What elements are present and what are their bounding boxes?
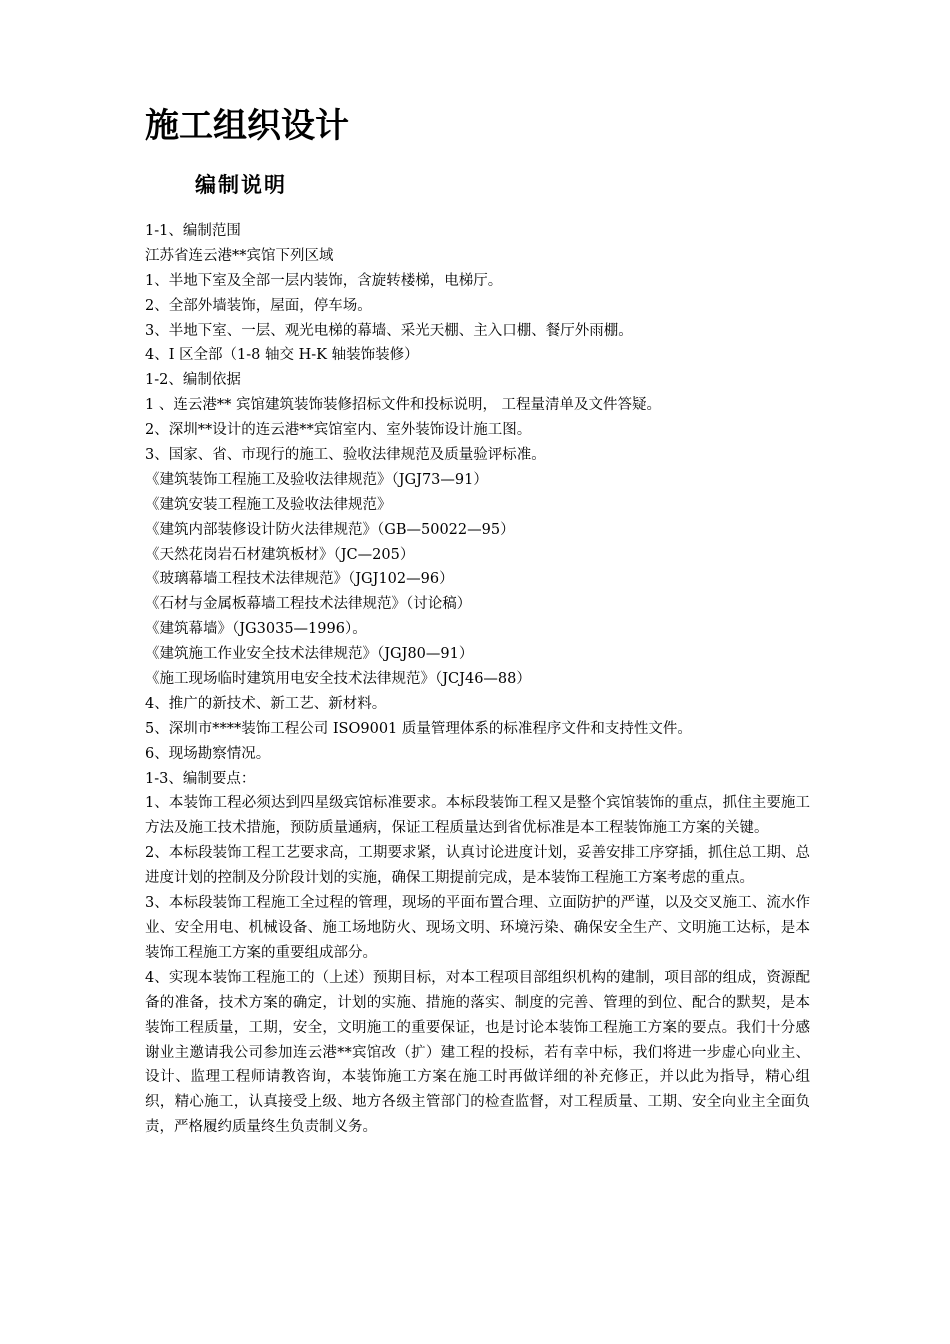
standard-item: 《建筑内部装修设计防火法律规范》（GB—50022—95） [145,521,515,538]
standard-item: 《天然花岗岩石材建筑板材》（JC—205） [145,546,415,563]
standard-item: 《建筑幕墙》（JG3035—1996）。 [145,621,367,638]
text-line: 江苏省连云港**宾馆下列区域 [145,247,334,264]
section-heading: 编制说明 [195,173,287,197]
standard-item: 《施工现场临时建筑用电安全技术法律规范》（JCJ46—88） [145,671,531,688]
subheading-scope: 1-1、编制范围 [145,223,241,239]
list-item: 4、推广的新技术、新工艺、新材料。 [145,695,387,712]
standard-item: 《建筑施工作业安全技术法律规范》（JGJ80—91） [145,646,474,663]
list-item: 2、深圳**设计的连云港**宾馆室内、室外装饰设计施工图。 [145,422,532,439]
standard-item: 《玻璃幕墙工程技术法律规范》（JGJ102—96） [145,571,454,588]
list-item: 1 、连云港** 宾馆建筑装饰装修招标文件和投标说明， 工程量清单及文件答疑。 [145,397,662,414]
list-item: 3、国家、省、市现行的施工、验收法律规范及质量验评标准。 [145,447,546,464]
document-title: 施工组织设计 [145,106,349,146]
standard-item: 《建筑装饰工程施工及验收法律规范》（JGJ73—91） [145,471,488,488]
list-item: 3、半地下室、一层、观光电梯的幕墙、采光天棚、主入口棚、餐厅外雨棚。 [145,322,633,339]
document-body [145,219,810,1140]
key-point-paragraph: 3、本标段装饰工程施工全过程的管理，现场的平面布置合理、立面防护的严谨，以及交叉施工、流水作业、安全用电、机械设备、施工场地防火、现场文明、环境污染、确保安全生产、文明施工达标，是本装饰工程施工方案的重要组成部分。 [145,895,810,961]
standard-item: 《石材与金属板幕墙工程技术法律规范》（讨论稿） [145,596,472,613]
key-point-paragraph: 2、本标段装饰工程工艺要求高，工期要求紧，认真讨论进度计划，妥善安排工序穿插，抓住总工期、总进度计划的控制及分阶段计划的实施，确保工期提前完成，是本装饰工程施工方案考虑的重点。 [145,845,810,887]
key-point-paragraph: 1、本装饰工程必须达到四星级宾馆标准要求。本标段装饰工程又是整个宾馆装饰的重点，抓住主要施工方法及施工技术措施，预防质量通病，保证工程质量达到省优标准是本工程装饰施工方案的关键。 [145,795,810,837]
subheading-basis: 1-2、编制依据 [145,372,241,389]
list-item: 4、I 区全部（1-8 轴交 H-K 轴装饰装修） [145,347,419,364]
standard-item: 《建筑安装工程施工及验收法律规范》 [145,496,392,513]
list-item: 1、半地下室及全部一层内装饰，含旋转楼梯，电梯厅。 [145,272,503,289]
list-item: 5、深圳市****装饰工程公司 ISO9001 质量管理体系的标准程序文件和支持性文件。 [145,720,692,737]
list-item: 2、全部外墙装饰，屋面，停车场。 [145,297,372,314]
subheading-key-points: 1-3、编制要点： [145,770,256,787]
list-item: 6、现场勘察情况。 [145,745,271,762]
key-point-paragraph: 4、实现本装饰工程施工的（上述）预期目标，对本工程项目部组织机构的建制，项目部的组成，资源配备的准备，技术方案的确定，计划的实施、措施的落实、制度的完善、管理的到位、配合的默契，是本装饰工程质量，工期，安全，文明施工的重要保证，也是讨论本装饰工程施工方案的要点。我们十分感谢业主邀请我公司参加连云港**宾馆改（扩）建工程的投标，若有幸中标，我们将进一步虚心向业主、设计、监理工程师请教咨询，本装饰施工方案在施工时再做详细的补充修正，并以此为指导，精心组织，精心施工，认真接受上级、地方各级主管部门的检查监督，对工程质量、工期、安全向业主全面负责，严格履约质量终生负责制义务。 [145,969,810,1136]
